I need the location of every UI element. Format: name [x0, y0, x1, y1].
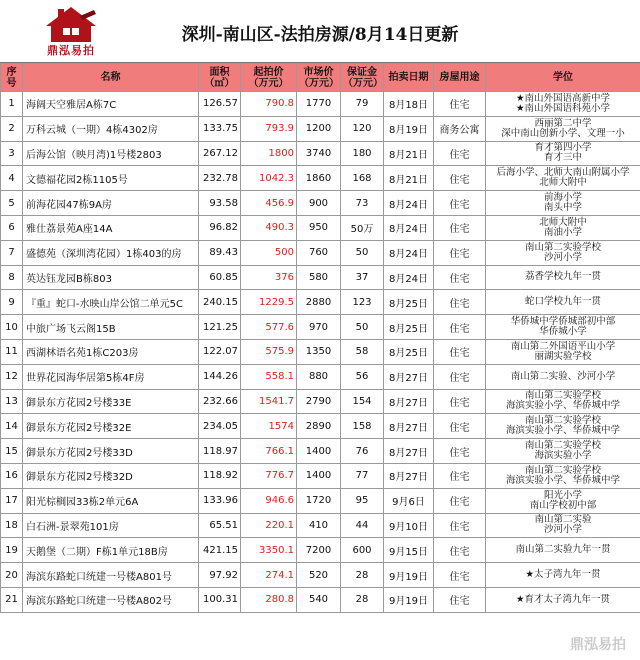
school-line: 前海小学	[543, 192, 582, 204]
area-cell: 234.05	[199, 414, 241, 439]
row-number: 19	[1, 538, 23, 563]
school-line: 南山第二实验学校	[524, 464, 601, 476]
table-row[interactable]	[1, 265, 640, 290]
school-line: 南山第二实验九年一贯	[515, 544, 611, 556]
row-number: 17	[1, 488, 23, 513]
property-name: 白石洲-景翠苑101房	[23, 513, 199, 538]
auction-date-cell: 9月6日	[384, 488, 434, 513]
property-name: 世界花园海华居第5栋4F房	[23, 364, 199, 389]
row-number: 14	[1, 414, 23, 439]
table-row[interactable]	[1, 92, 640, 117]
school-line: ★育才太子湾九年一贯	[515, 593, 611, 605]
property-name: 海阔天空雅居A栋7C	[23, 92, 199, 117]
start-price-cell: 1042.3	[241, 166, 297, 191]
auction-date-cell: 8月24日	[384, 265, 434, 290]
table-row[interactable]	[1, 290, 640, 315]
deposit-cell: 123	[341, 290, 384, 315]
row-number: 11	[1, 339, 23, 364]
school-line: 南山第二实验学校	[524, 390, 601, 402]
market-price-cell: 580	[297, 265, 341, 290]
start-price-cell: 776.7	[241, 463, 297, 488]
property-name: 御景东方花园2号楼33E	[23, 389, 199, 414]
property-name: 海滨东路蛇口统建一号楼A802号	[23, 587, 199, 612]
deposit-cell: 37	[341, 265, 384, 290]
deposit-cell: 28	[341, 587, 384, 612]
row-number: 15	[1, 439, 23, 464]
header	[0, 0, 640, 63]
auction-date-cell: 9月19日	[384, 563, 434, 588]
school-cell	[486, 364, 640, 389]
auction-date-cell: 8月27日	[384, 364, 434, 389]
row-number: 3	[1, 141, 23, 166]
area-cell: 421.15	[199, 538, 241, 563]
school-line: 海滨实验小学、华侨城中学	[505, 474, 620, 486]
start-price-cell: 790.8	[241, 92, 297, 117]
col-school-header: 学位	[486, 64, 640, 92]
area-cell: 133.75	[199, 116, 241, 141]
area-cell: 65.51	[199, 513, 241, 538]
market-price-cell: 520	[297, 563, 341, 588]
school-line: 南山第二实验学校	[524, 440, 601, 452]
start-price-cell: 946.6	[241, 488, 297, 513]
school-cell	[486, 587, 640, 612]
property-name: 御景东方花园2号楼32D	[23, 463, 199, 488]
school-line: 南山第二实验、沙河小学	[510, 370, 616, 382]
school-line: 后海小学、北师大南山附属小学	[496, 167, 630, 179]
market-price-cell: 760	[297, 240, 341, 265]
start-price-cell: 376	[241, 265, 297, 290]
property-name: 御景东方花园2号楼33D	[23, 439, 199, 464]
area-cell: 126.57	[199, 92, 241, 117]
table-row[interactable]	[1, 116, 640, 141]
table-row[interactable]	[1, 414, 640, 439]
property-name: 阳光棕榈园33栋2单元6A	[23, 488, 199, 513]
auction-date-cell: 8月25日	[384, 290, 434, 315]
property-name: 中旅广场飞云阁15B	[23, 315, 199, 340]
school-line: 南山第二实验学校	[524, 241, 601, 253]
market-price-cell: 2880	[297, 290, 341, 315]
school-line: 育才三中	[543, 152, 582, 164]
school-line: ★南山外国语科苑小学	[515, 102, 611, 114]
auction-date-cell: 8月25日	[384, 315, 434, 340]
area-cell: 100.31	[199, 587, 241, 612]
usage-cell: 商务公寓	[434, 116, 486, 141]
start-price-cell: 274.1	[241, 563, 297, 588]
deposit-cell: 77	[341, 463, 384, 488]
row-number: 1	[1, 92, 23, 117]
property-name: 御景东方花园2号楼32E	[23, 414, 199, 439]
market-price-cell: 950	[297, 215, 341, 240]
col-deposit-header: 保证金 （万元）	[341, 64, 384, 92]
table-row[interactable]	[1, 488, 640, 513]
usage-cell: 住宅	[434, 215, 486, 240]
col-name-header: 名称	[23, 64, 199, 92]
area-cell: 267.12	[199, 141, 241, 166]
start-price-cell: 1541.7	[241, 389, 297, 414]
auction-date-cell: 8月27日	[384, 463, 434, 488]
market-price-cell: 1400	[297, 463, 341, 488]
market-price-cell: 1770	[297, 92, 341, 117]
row-number: 2	[1, 116, 23, 141]
property-name: 海滨东路蛇口统建一号楼A801号	[23, 563, 199, 588]
school-cell	[486, 488, 640, 513]
col-start-price-header: 起拍价 （万元）	[241, 64, 297, 92]
property-name: 天鹅堡（二期）F栋1单元18B房	[23, 538, 199, 563]
deposit-cell: 120	[341, 116, 384, 141]
area-cell: 232.66	[199, 389, 241, 414]
row-number: 8	[1, 265, 23, 290]
auction-date-cell: 8月27日	[384, 414, 434, 439]
auction-date-cell: 8月25日	[384, 339, 434, 364]
row-number: 18	[1, 513, 23, 538]
deposit-cell: 180	[341, 141, 384, 166]
deposit-cell: 73	[341, 191, 384, 216]
auction-date-cell: 9月19日	[384, 587, 434, 612]
auction-date-cell: 8月24日	[384, 215, 434, 240]
market-price-cell: 1200	[297, 116, 341, 141]
table-row[interactable]	[1, 538, 640, 563]
usage-cell: 住宅	[434, 364, 486, 389]
auction-date-cell: 8月19日	[384, 116, 434, 141]
school-line: 南山第二外国语平山小学	[510, 340, 616, 352]
watermark: 鼎泓易拍	[570, 637, 626, 653]
area-cell: 97.92	[199, 563, 241, 588]
school-line: 华侨城中学侨城部初中部	[510, 316, 616, 328]
school-line: 丽湖实验学校	[534, 350, 592, 362]
school-cell	[486, 513, 640, 538]
school-cell	[486, 116, 640, 141]
market-price-cell: 7200	[297, 538, 341, 563]
page-title: 深圳-南山区-法拍房源/8月14日更新	[181, 25, 459, 45]
area-cell: 60.85	[199, 265, 241, 290]
start-price-cell: 1574	[241, 414, 297, 439]
auction-date-cell: 8月21日	[384, 141, 434, 166]
market-price-cell: 3740	[297, 141, 341, 166]
area-cell: 118.92	[199, 463, 241, 488]
school-cell	[486, 414, 640, 439]
school-line: ★太子湾九年一贯	[525, 569, 601, 581]
logo-text: 鼎泓易拍	[47, 44, 95, 57]
usage-cell: 住宅	[434, 488, 486, 513]
property-name: 文德福花园2栋1105号	[23, 166, 199, 191]
row-number: 5	[1, 191, 23, 216]
table-row[interactable]	[1, 339, 640, 364]
market-price-cell: 2890	[297, 414, 341, 439]
usage-cell: 住宅	[434, 166, 486, 191]
school-line: 南山第二实验	[534, 514, 592, 526]
start-price-cell: 766.1	[241, 439, 297, 464]
school-line: 海滨实验小学、华侨城中学	[505, 425, 620, 437]
usage-cell: 住宅	[434, 389, 486, 414]
usage-cell: 住宅	[434, 513, 486, 538]
row-number: 10	[1, 315, 23, 340]
table-row[interactable]	[1, 389, 640, 414]
school-line: 荔香学校九年一贯	[524, 271, 601, 283]
row-number: 13	[1, 389, 23, 414]
usage-cell: 住宅	[434, 315, 486, 340]
school-line: 海滨实验小学、华侨城中学	[505, 400, 620, 412]
row-number: 21	[1, 587, 23, 612]
school-line: 西丽第二中学	[534, 117, 592, 129]
usage-cell: 住宅	[434, 265, 486, 290]
auction-date-cell: 9月15日	[384, 538, 434, 563]
school-line: 深中南山创新小学、文理一小	[501, 127, 625, 139]
auction-date-cell: 8月27日	[384, 389, 434, 414]
table-row[interactable]	[1, 240, 640, 265]
start-price-cell: 280.8	[241, 587, 297, 612]
row-number: 4	[1, 166, 23, 191]
school-cell	[486, 215, 640, 240]
market-price-cell: 900	[297, 191, 341, 216]
deposit-cell: 76	[341, 439, 384, 464]
school-cell	[486, 339, 640, 364]
school-line: 北师大附中	[539, 177, 587, 189]
property-name: 雅仕荔景苑A座14A	[23, 215, 199, 240]
deposit-cell: 28	[341, 563, 384, 588]
area-cell: 133.96	[199, 488, 241, 513]
usage-cell: 住宅	[434, 141, 486, 166]
deposit-cell: 44	[341, 513, 384, 538]
market-price-cell: 880	[297, 364, 341, 389]
usage-cell: 住宅	[434, 463, 486, 488]
area-cell: 144.26	[199, 364, 241, 389]
col-market-price-header: 市场价 （万元）	[297, 64, 341, 92]
row-number: 16	[1, 463, 23, 488]
property-name: 后海公馆（映月湾)1号楼2803	[23, 141, 199, 166]
usage-cell: 住宅	[434, 563, 486, 588]
area-cell: 89.43	[199, 240, 241, 265]
auction-date-cell: 8月21日	[384, 166, 434, 191]
deposit-cell: 158	[341, 414, 384, 439]
start-price-cell: 220.1	[241, 513, 297, 538]
area-cell: 118.97	[199, 439, 241, 464]
usage-cell: 住宅	[434, 587, 486, 612]
school-cell	[486, 315, 640, 340]
table-row[interactable]	[1, 513, 640, 538]
deposit-cell: 56	[341, 364, 384, 389]
row-number: 12	[1, 364, 23, 389]
usage-cell: 住宅	[434, 290, 486, 315]
market-price-cell: 1350	[297, 339, 341, 364]
usage-cell: 住宅	[434, 191, 486, 216]
school-line: 华侨城小学	[539, 326, 587, 338]
school-cell	[486, 389, 640, 414]
school-cell	[486, 439, 640, 464]
deposit-cell: 600	[341, 538, 384, 563]
property-name: 盛德苑（深圳湾花园）1栋403的房	[23, 240, 199, 265]
row-number: 7	[1, 240, 23, 265]
start-price-cell: 577.6	[241, 315, 297, 340]
col-area-header: 面积 （㎡）	[199, 64, 241, 92]
table-row[interactable]	[1, 587, 640, 612]
school-line: 沙河小学	[543, 251, 582, 263]
table-row[interactable]	[1, 141, 640, 166]
deposit-cell: 154	[341, 389, 384, 414]
col-auction-date-header: 拍卖日期	[384, 64, 434, 92]
row-number: 20	[1, 563, 23, 588]
start-price-cell: 456.9	[241, 191, 297, 216]
market-price-cell: 970	[297, 315, 341, 340]
market-price-cell: 1720	[297, 488, 341, 513]
property-name: 英达钰龙园B栋803	[23, 265, 199, 290]
deposit-cell: 168	[341, 166, 384, 191]
school-line: ★南山外国语高新中学	[515, 92, 611, 104]
school-cell	[486, 92, 640, 117]
deposit-cell: 58	[341, 339, 384, 364]
deposit-cell: 50万	[341, 215, 384, 240]
auction-date-cell: 8月24日	[384, 240, 434, 265]
table-row[interactable]	[1, 439, 640, 464]
table-row[interactable]	[1, 166, 640, 191]
table-row[interactable]	[1, 315, 640, 340]
property-name: 西湖林语名苑1栋C203房	[23, 339, 199, 364]
auction-date-cell: 8月18日	[384, 92, 434, 117]
school-line: 南山第二实验学校	[524, 415, 601, 427]
school-line: 育才第四小学	[534, 142, 592, 154]
start-price-cell: 558.1	[241, 364, 297, 389]
school-cell	[486, 240, 640, 265]
market-price-cell: 1400	[297, 439, 341, 464]
property-name: 『重』蛇口-水映山岸公馆二单元5C	[23, 290, 199, 315]
school-cell	[486, 265, 640, 290]
school-line: 北师大附中	[539, 216, 587, 228]
school-line: 南油小学	[543, 226, 582, 238]
table-row[interactable]	[1, 364, 640, 389]
school-line: 海滨实验小学	[534, 450, 592, 462]
property-name: 万科云城（一期）4栋4302房	[23, 116, 199, 141]
usage-cell: 住宅	[434, 240, 486, 265]
school-cell	[486, 166, 640, 191]
area-cell: 240.15	[199, 290, 241, 315]
start-price-cell: 1800	[241, 141, 297, 166]
start-price-cell: 1229.5	[241, 290, 297, 315]
start-price-cell: 500	[241, 240, 297, 265]
listing-table	[0, 63, 640, 613]
col-usage-header: 房屋用途	[434, 64, 486, 92]
auction-date-cell: 8月24日	[384, 191, 434, 216]
table-row[interactable]	[1, 463, 640, 488]
col-no-header: 序号	[1, 64, 23, 92]
start-price-cell: 575.9	[241, 339, 297, 364]
school-line: 阳光小学	[543, 489, 582, 501]
area-cell: 96.82	[199, 215, 241, 240]
table-row[interactable]	[1, 215, 640, 240]
market-price-cell: 2790	[297, 389, 341, 414]
area-cell: 121.25	[199, 315, 241, 340]
school-cell	[486, 191, 640, 216]
school-line: 南头中学	[543, 202, 582, 214]
market-price-cell: 1860	[297, 166, 341, 191]
deposit-cell: 50	[341, 315, 384, 340]
school-cell	[486, 290, 640, 315]
usage-cell: 住宅	[434, 439, 486, 464]
table-body	[1, 92, 640, 613]
area-cell: 93.58	[199, 191, 241, 216]
property-name: 前海花园47栋9A房	[23, 191, 199, 216]
school-line: 南山学校初中部	[529, 499, 597, 511]
table-row[interactable]	[1, 191, 640, 216]
row-number: 6	[1, 215, 23, 240]
usage-cell: 住宅	[434, 414, 486, 439]
school-cell	[486, 538, 640, 563]
auction-date-cell: 9月10日	[384, 513, 434, 538]
school-cell	[486, 463, 640, 488]
deposit-cell: 95	[341, 488, 384, 513]
school-line: 沙河小学	[543, 524, 582, 536]
market-price-cell: 410	[297, 513, 341, 538]
area-cell: 122.07	[199, 339, 241, 364]
auction-date-cell: 8月27日	[384, 439, 434, 464]
deposit-cell: 79	[341, 92, 384, 117]
area-cell: 232.78	[199, 166, 241, 191]
table-row[interactable]	[1, 563, 640, 588]
market-price-cell: 540	[297, 587, 341, 612]
school-cell	[486, 563, 640, 588]
school-line: 蛇口学校九年一贯	[524, 296, 601, 308]
table-header-row	[1, 64, 640, 92]
start-price-cell: 3350.1	[241, 538, 297, 563]
school-cell	[486, 141, 640, 166]
deposit-cell: 50	[341, 240, 384, 265]
usage-cell: 住宅	[434, 538, 486, 563]
start-price-cell: 490.3	[241, 215, 297, 240]
start-price-cell: 793.9	[241, 116, 297, 141]
usage-cell: 住宅	[434, 339, 486, 364]
row-number: 9	[1, 290, 23, 315]
usage-cell: 住宅	[434, 92, 486, 117]
